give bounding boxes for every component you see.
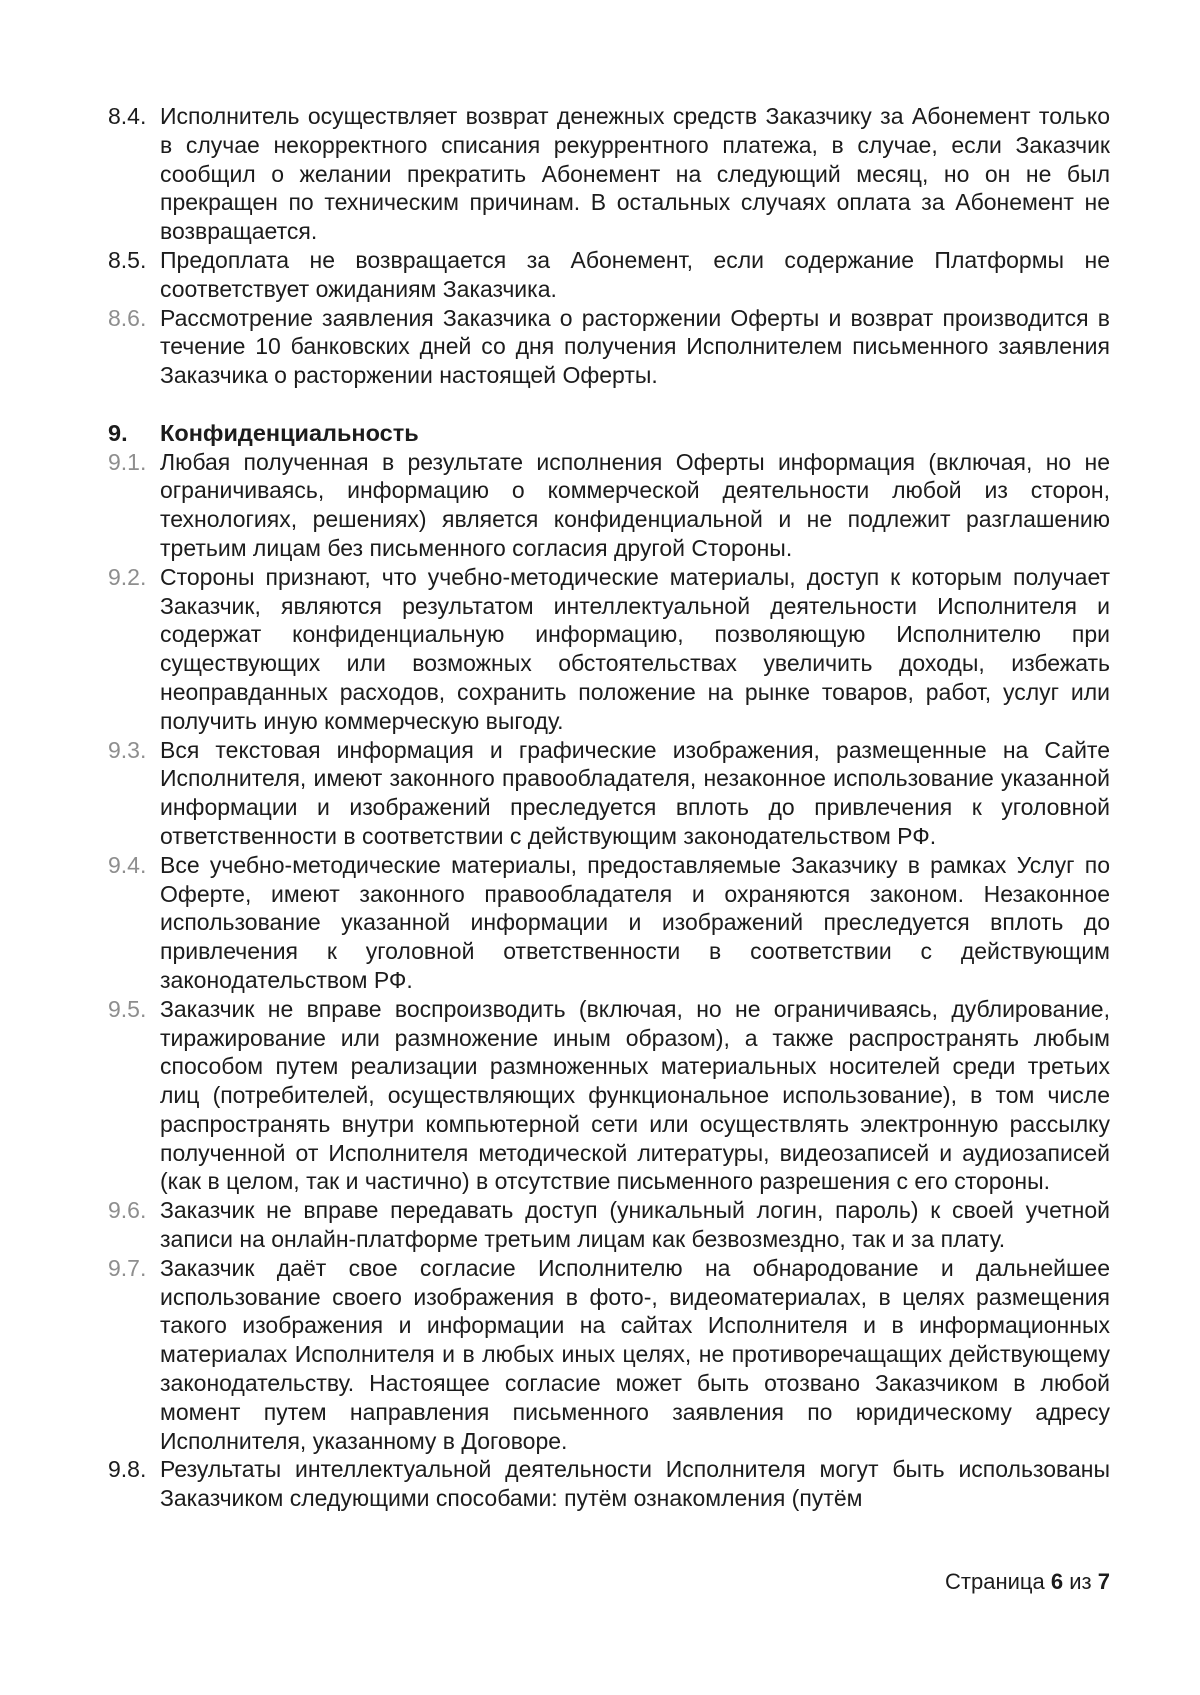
item-text: Любая полученная в результате исполнения Оферты информация (включая, но не ограничиваясь, информацию о коммерческой деятельности любой из сторон, технологиях, решениях) является конфиденциальной и не подлежит разглашению третьим лицам без письменного согласия другой Стороны.: [160, 448, 1110, 561]
list-item: [108, 736, 1110, 851]
item-number: 9.1.: [108, 448, 147, 475]
item-number: 8.6.: [108, 304, 147, 331]
item-number: 9.7.: [108, 1254, 147, 1281]
item-text: Исполнитель осуществляет возврат денежных средств Заказчику за Абонемент только в случае некорректного списания рекуррентного платежа, в случае, если Заказчик сообщил о желании прекратить Абонемент на следующий месяц, но он не был прекращен по техническим причинам. В остальных случаях оплата за Абонемент не возвращается.: [160, 103, 1110, 245]
page-footer: [945, 1568, 1110, 1596]
item-text: Стороны признают, что учебно-методические материалы, доступ к которым получает Заказчик, являются результатом интеллектуальной деятельности Исполнителя и содержат конфиденциальную информацию, позволяющую Исполнителю при существующих или возможных обстоятельствах увеличить доходы, избежать неоправданных расходов, сохранить положение на рынке товаров, работ, услуг или получить иную коммерческую выгоду.: [160, 563, 1110, 734]
item-text: Заказчик не вправе передавать доступ (уникальный логин, пароль) к своей учетной записи на онлайн-платформе третьим лицам как безвозмездно, так и за плату.: [160, 1197, 1110, 1253]
item-text: Заказчик даёт свое согласие Исполнителю на обнародование и дальнейшее использование своего изображения в фото-, видеоматериалах, в целях размещения такого изображения и информации на сайтах Исполнителя и в информационных материалах Исполнителя и в любых иных целях, не противоречащащих действующему законодательству. Настоящее согласие может быть отозвано Заказчиком в любой момент путем направления письменного заявления по юридическому адресу Исполнителя, указанному в Договоре.: [160, 1254, 1110, 1454]
footer-page-number: 6: [1050, 1569, 1064, 1594]
item-text: Вся текстовая информация и графические изображения, размещенные на Сайте Исполнителя, имеют законного правообладателя, незаконное использование указанной информации и изображений преследуется вплоть до привлечения к уголовной ответственности в соответствии с действующим законодательством РФ.: [160, 736, 1110, 849]
footer-label: Страница: [945, 1569, 1045, 1594]
list-item: [108, 851, 1110, 995]
item-number: 9.6.: [108, 1197, 147, 1224]
list-item: [108, 563, 1110, 736]
list-item: [108, 448, 1110, 563]
item-number: 9.3.: [108, 736, 147, 763]
item-number: 8.5.: [108, 246, 147, 273]
list-item: [108, 246, 1110, 304]
section-title: Конфиденциальность: [160, 419, 419, 446]
document-body: [108, 102, 1110, 1513]
item-number: 9.4.: [108, 851, 147, 878]
footer-total-pages: 7: [1097, 1569, 1110, 1594]
list-item: [108, 1254, 1110, 1456]
footer-of-word: из: [1069, 1569, 1092, 1594]
item-text: Заказчик не вправе воспроизводить (включая, но не ограничиваясь, дублирование, тиражирование или размножение иным образом), а также распространять любым способом путем реализации размноженных материальных носителей среди третьих лиц (потребителей, осуществляющих функциональное использование), в том числе распространять внутри компьютерной сети или осуществлять электронную рассылку полученной от Исполнителя методической литературы, видеозаписей и аудиозаписей (как в целом, так и частично) в отсутствие письменного разрешения с его стороны.: [160, 995, 1110, 1195]
section-number: 9.: [108, 419, 128, 446]
item-number: 9.8.: [108, 1456, 147, 1483]
item-text: Все учебно-методические материалы, предоставляемые Заказчику в рамках Услуг по Оферте, имеют законного правообладателя и охраняются законом. Незаконное использование указанной информации и изображений преследуется вплоть до привлечения к уголовной ответственности в соответствии с действующим законодательством РФ.: [160, 851, 1110, 993]
item-text: Рассмотрение заявления Заказчика о расторжении Оферты и возврат производится в течение 10 банковских дней со дня получения Исполнителем письменного заявления Заказчика о расторжении настоящей Оферты.: [160, 304, 1110, 389]
list-item: [108, 304, 1110, 390]
item-number: 8.4.: [108, 103, 147, 129]
list-item: [108, 1196, 1110, 1254]
item-number: 9.5.: [108, 995, 147, 1022]
list-item: [108, 995, 1110, 1197]
list-item: [108, 102, 1110, 246]
list-item: [108, 1455, 1110, 1513]
item-number: 9.2.: [108, 563, 147, 590]
section-heading: [108, 419, 1110, 448]
item-text: Результаты интеллектуальной деятельности Исполнителя могут быть использованы Заказчиком следующими способами: путём ознакомления (путём: [160, 1456, 1110, 1512]
item-text: Предоплата не возвращается за Абонемент, если содержание Платформы не соответствует ожиданиям Заказчика.: [160, 246, 1110, 302]
